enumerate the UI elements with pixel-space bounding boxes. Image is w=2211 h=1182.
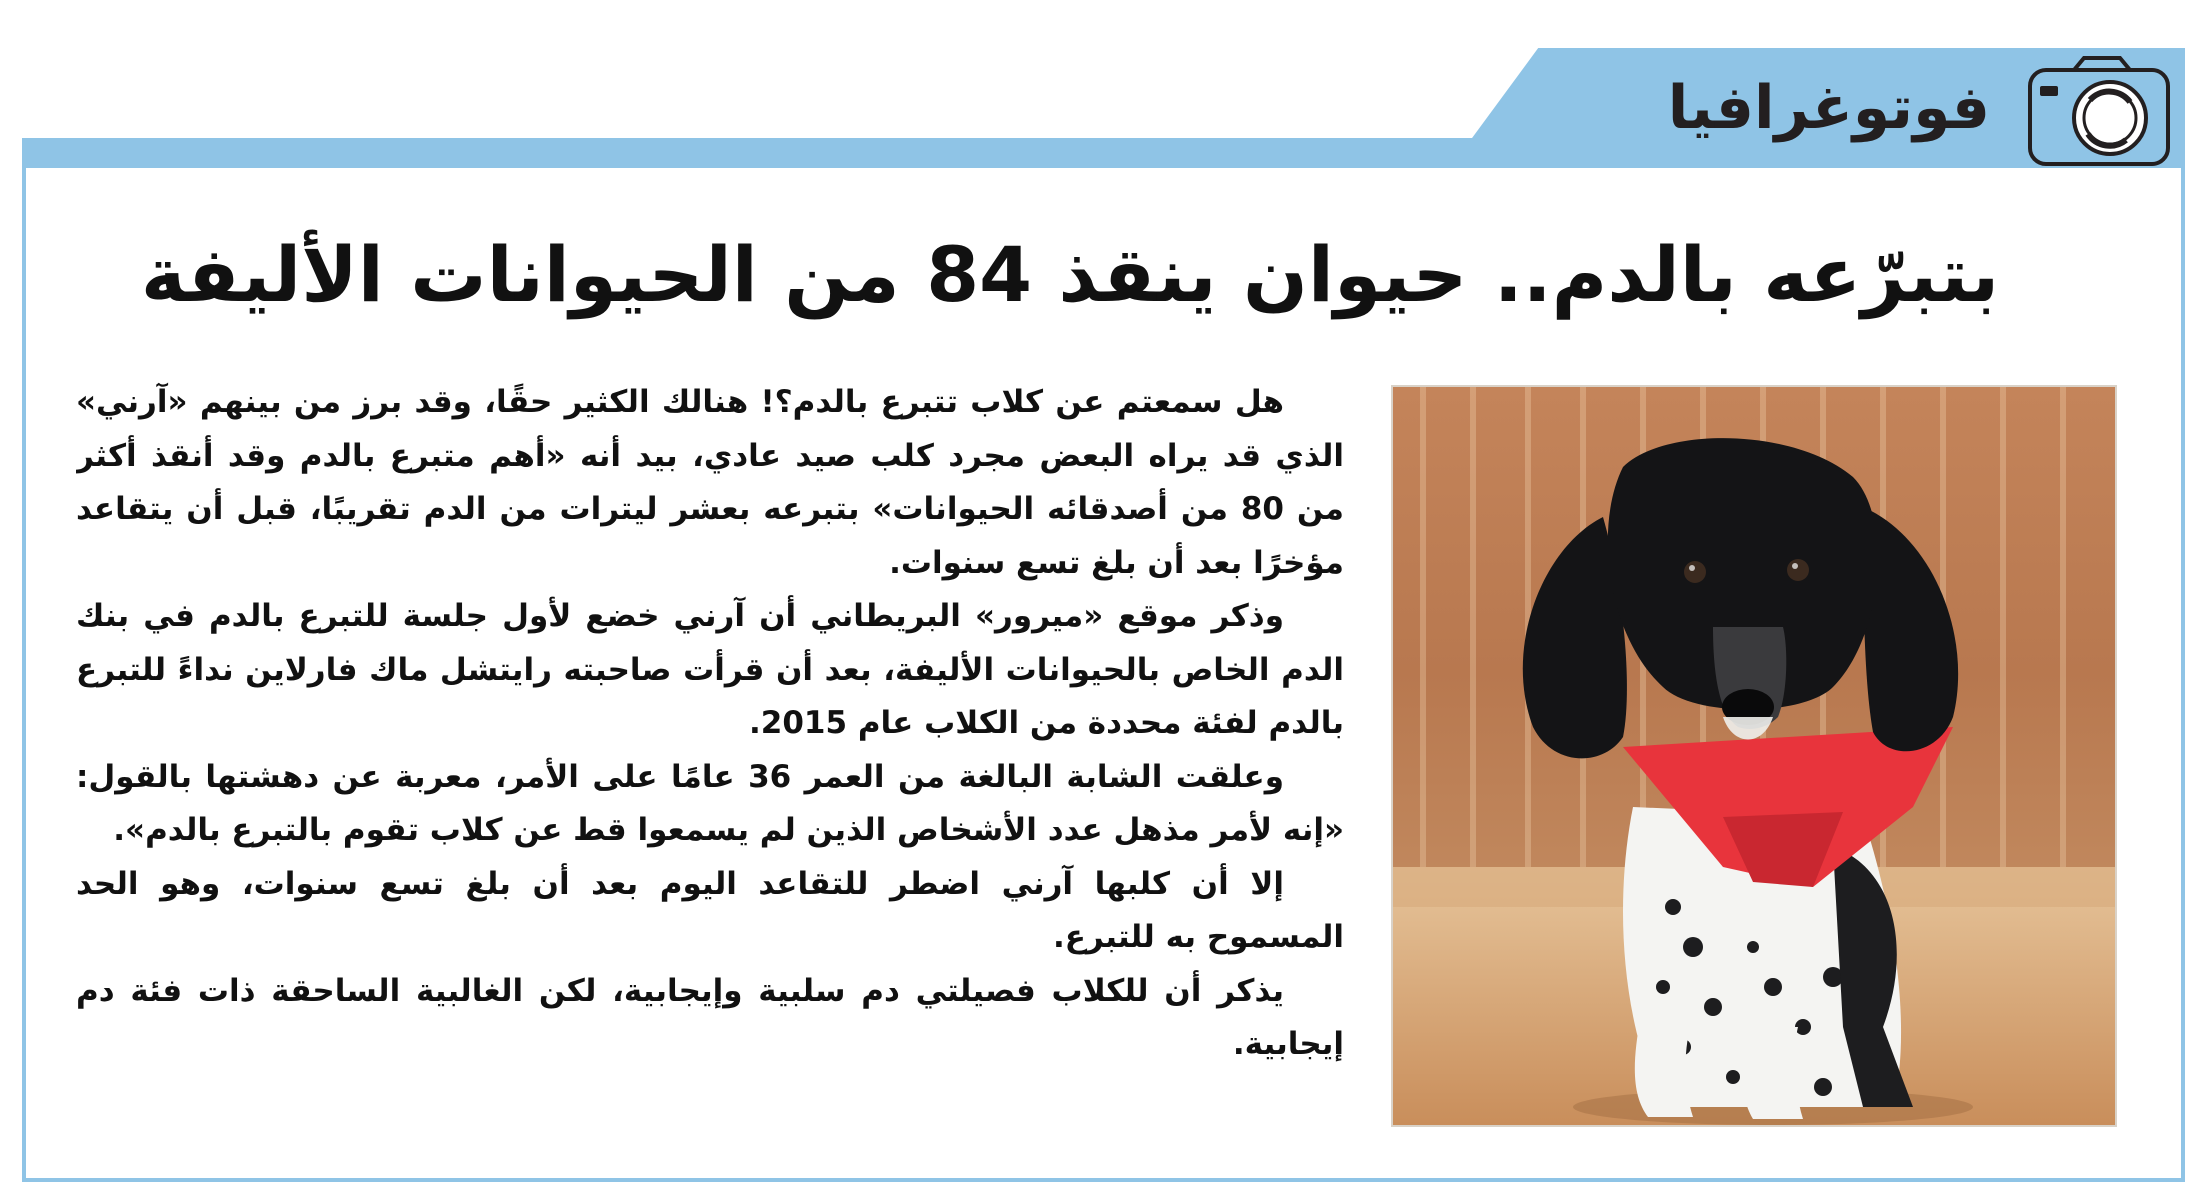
paragraph-1: هل سمعتم عن كلاب تتبرع بالدم؟! هنالك الكثير حقًا، وقد برز من بينهم «آرني» الذي قد يراه البعض مجرد كلب صيد عادي، بيد أنه «أهم متبرع بالدم وقد أنقذ أكثر من 80 من أصدقائه الحيوانات» بتبرعه بعشر ليترات من الدم تقريبًا، قبل أن يتقاعد مؤخرًا بعد أن بلغ تسع سنوات. [76, 384, 1344, 581]
paragraph-3: وعلقت الشابة البالغة من العمر 36 عامًا على الأمر، معربة عن دهشتها بالقول: «إنه لأمر مذهل عدد الأشخاص الذين لم يسمعوا قط عن كلاب تقوم بالتبرع بالدم». [76, 758, 1344, 848]
paragraph-5: يذكر أن للكلاب فصيلتي دم سلبية وإيجابية، لكن الغالبية الساحقة ذات فئة دم إيجابية. [76, 972, 1344, 1062]
dog-photo [1391, 385, 2117, 1127]
paragraph-4: إلا أن كلبها آرني اضطر للتقاعد اليوم بعد أن بلغ تسع سنوات، وهو الحد المسموح به للتبرع. [76, 865, 1344, 955]
paragraph-2: وذكر موقع «ميرور» البريطاني أن آرني خضع لأول جلسة للتبرع بالدم في بنك الدم الخاص بالحيوانات الأليفة، بعد أن قرأت صاحبته رايتشل ماك فارلاين نداءً للتبرع بالدم لفئة محددة من الكلاب عام 2015. [76, 598, 1344, 741]
dog-illustration [1393, 387, 2115, 1125]
article-body [76, 376, 1344, 1146]
article-headline: بتبرّعه بالدم.. حيوان ينقذ 84 من الحيوانات الأليفة [140, 230, 2000, 319]
section-title: فوتوغرافيا [1667, 73, 1990, 143]
camera-icon [2026, 56, 2172, 168]
